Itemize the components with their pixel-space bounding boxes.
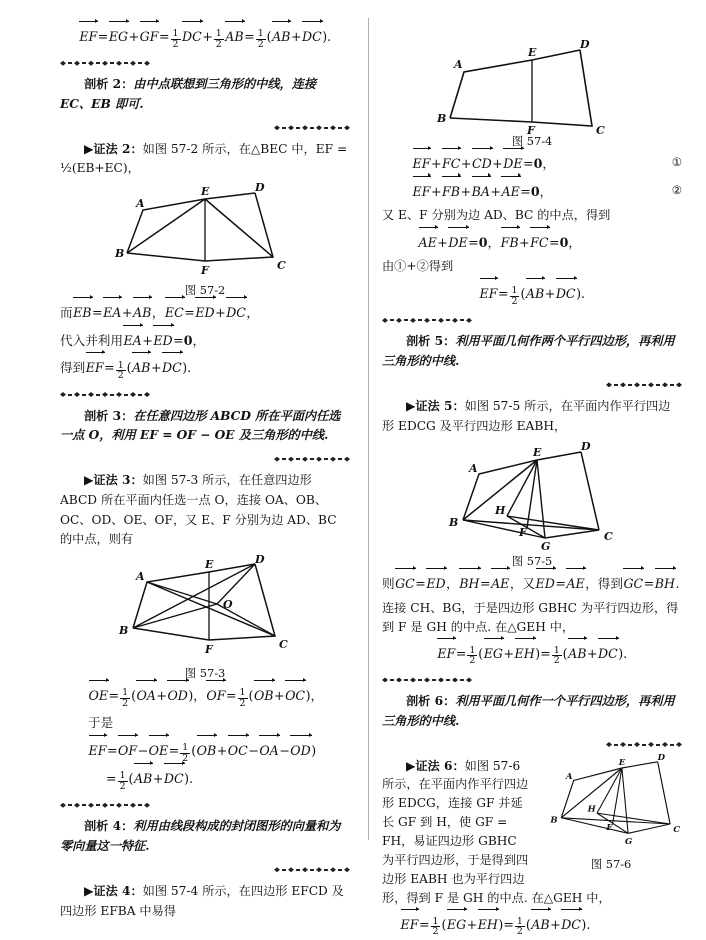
fig4-label-C: C — [596, 124, 605, 137]
ornament-separator-right — [60, 122, 350, 134]
after-fig5-line-2: 连接 CH、BG，于是四边形 GBHC 为平行四边形，得到 F 是 GH 的中点. 在△GEH 中， — [382, 600, 679, 634]
eq-6: EF= $\frac{1}{2}$ (EG+EH)= $\frac{1}{2}$ (AB+DC). — [400, 912, 682, 938]
eq-after-fig2-2: 代入并利用EA+ED=0， — [60, 328, 350, 354]
figure-57-5-caption: 图 57-5 — [511, 554, 553, 569]
fig6-label-F: F — [606, 822, 613, 833]
fig3-label-F: F — [205, 643, 213, 657]
figure-57-2-drawing — [105, 181, 305, 281]
fig3-label-B: B — [119, 624, 129, 638]
ornament-separator-4 — [382, 314, 682, 326]
eq-3-line-3: = $\frac{1}{2}$ (AB+DC). — [106, 766, 350, 792]
proof-6-text: 如图 57-6 所示，在平面内作平行四边形 EDCG，连接 GF 并延长 GF 到 H，使 GF = FH，易证四边形 GBHC 为平行四边形，于是得到四边形 EABH 也为平行四边形，得到 F 是 GH 的中点. 在△GEH 中， — [382, 758, 611, 905]
proof-3-label: ▶证法 3： — [84, 473, 143, 488]
ornament-separator-3 — [60, 799, 350, 811]
equation-top: EF=EG+GF= $\frac{1}{2}$ DC+ $\frac{1}{2}$ AB= $\frac{1}{2}$ (AB+DC). — [60, 24, 350, 50]
frac-den: 2 — [172, 38, 179, 50]
ornament-separator-right-2 — [60, 453, 350, 465]
analysis-3-label: 剖析 3： — [84, 408, 134, 423]
figure-57-3 — [60, 553, 350, 681]
ornament-separator — [60, 57, 350, 69]
left-column — [60, 0, 350, 925]
eq-4-text-2: 由①+②得到 — [382, 259, 454, 274]
fig3-label-A: A — [136, 570, 145, 584]
fig3-label-E: E — [205, 558, 214, 572]
proof-2 — [60, 140, 350, 180]
proof-3-text: 如图 57-3 所示，在任意四边形 ABCD 所在平面内任选一点 O，连接 OA、OB、OC、OD、OE、OF，又 E、F 分别为边 AD、BC 的中点，则有 — [60, 473, 337, 547]
fig2-label-B: B — [115, 247, 125, 261]
fig3-label-D: D — [255, 553, 265, 567]
eq-4-line-1: ① EF+FC+CD+DE=0， — [382, 151, 682, 177]
fig4-label-F: F — [527, 124, 535, 137]
analysis-5-text: 利用平面几何作两个平行四边形，再利用三角形的中线. — [382, 334, 675, 369]
eq-number-2: ② — [671, 182, 682, 197]
fig2-label-A: A — [136, 197, 145, 211]
eq-3-line-2: EF=OF−OE= $\frac{1}{2}$ (OB+OC−OA−OD) — [88, 738, 350, 764]
figure-57-2-caption: 图 57-2 — [184, 283, 226, 298]
figure-57-5 — [382, 442, 682, 569]
fig5-label-H: H — [495, 504, 506, 518]
ornament-separator-right-3 — [60, 864, 350, 876]
proof-4 — [60, 882, 350, 922]
figure-57-5-drawing — [427, 442, 637, 552]
right-column — [382, 0, 682, 940]
frac-num: 1 — [172, 28, 179, 40]
eq-4-line-4: EF= $\frac{1}{2}$ (AB+DC). — [382, 281, 682, 307]
analysis-3 — [60, 407, 350, 447]
eq-number-1: ① — [671, 155, 682, 169]
ornament-separator-right-5 — [382, 739, 682, 751]
figure-57-3-drawing — [105, 553, 305, 664]
proof-4-text: 如图 57-4 所示，在四边形 EFCD 及四边形 EFBA 中易得 — [60, 883, 344, 918]
fig4-label-D: D — [580, 38, 590, 51]
proof-2-label: ▶证法 2： — [84, 141, 143, 156]
fig2-label-F: F — [201, 264, 209, 278]
ornament-separator-2 — [60, 389, 350, 401]
fig6-label-H: H — [587, 804, 596, 815]
ornament-separator-5 — [382, 674, 682, 686]
fig3-label-O: O — [223, 598, 233, 612]
analysis-4-text: 利用由线段构成的封闭图形的向量和为零向量这一特征. — [60, 819, 341, 853]
figure-57-4 — [382, 22, 682, 149]
figure-57-6-caption: 图 57-6 — [590, 856, 632, 871]
eq-3-line-1: OE= $\frac{1}{2}$ (OA+OD)，OF= $\frac{1}{2}$ (OB+OC)， — [88, 683, 350, 709]
figure-57-6-drawing — [541, 751, 681, 855]
fig6-label-C: C — [673, 824, 681, 835]
ornament-separator-right-4 — [382, 379, 682, 391]
analysis-2-label: 剖析 2： — [84, 77, 134, 92]
proof-5-label: ▶证法 5： — [406, 398, 465, 413]
eq-4-line-2: ② EF+FB+BA+AE=0， — [382, 179, 682, 205]
proof-5 — [382, 397, 682, 437]
fig5-label-G: G — [541, 540, 551, 554]
fig6-label-D: D — [657, 752, 666, 763]
fig4-label-B: B — [437, 112, 447, 125]
proof-3 — [60, 471, 350, 550]
analysis-4 — [60, 817, 350, 857]
fig4-label-A: A — [454, 58, 463, 71]
proof-2-text: 如图 57-2 所示，在△BEC 中，EF = ½(EB+EC)， — [60, 141, 348, 176]
fig2-label-D: D — [255, 181, 265, 195]
fig6-label-A: A — [565, 771, 573, 782]
fig3-label-C: C — [279, 638, 288, 652]
analysis-3-text: 在任意四边形 ABCD 所在平面内任选一点 O，利用 EF = OF − OE 及三角形的中线. — [60, 408, 341, 443]
proof-6-label: ▶证法 6： — [406, 758, 465, 773]
fig6-label-G: G — [625, 836, 633, 847]
fig4-label-E: E — [528, 46, 537, 59]
analysis-6-label: 剖析 6： — [406, 693, 456, 708]
analysis-6-text: 利用平面几何作一个平行四边形，再利用三角形的中线. — [382, 693, 675, 728]
fig6-label-E: E — [618, 757, 626, 768]
analysis-5 — [382, 332, 682, 372]
figure-57-3-caption: 图 57-3 — [184, 666, 226, 681]
analysis-6 — [382, 692, 682, 732]
eq-after-fig2-3: 得到EF= $\frac{1}{2}$ (AB+DC). — [60, 355, 350, 381]
figure-57-6 — [540, 751, 682, 872]
fig5-label-E: E — [533, 446, 542, 460]
fig5-label-A: A — [469, 462, 478, 476]
column-divider — [368, 18, 369, 840]
eq-4-text-1: 又 E、F 分别为边 AD、BC 的中点，得到 — [382, 208, 611, 223]
analysis-5-label: 剖析 5： — [406, 334, 456, 349]
fig5-label-D: D — [581, 440, 591, 454]
fig6-label-B: B — [550, 814, 558, 825]
after-fig5-line-1: 则GC=ED，BH=AE，又ED=AE，得到GC=BH. — [382, 571, 682, 597]
proof-5-text: 如图 57-5 所示，在平面内作平行四边形 EDCG 及平行四边形 EABH， — [382, 398, 671, 433]
fig5-label-C: C — [604, 530, 613, 544]
proof-4-label: ▶证法 4： — [84, 883, 143, 898]
figure-57-4-drawing — [432, 22, 632, 137]
figure-57-2 — [60, 181, 350, 298]
eq-4-line-3: AE+DE=0，FB+FC=0， — [418, 230, 682, 256]
figure-57-4-caption: 图 57-4 — [511, 134, 553, 148]
fig2-label-C: C — [277, 259, 286, 273]
eq-3-then: 于是 — [88, 715, 114, 731]
fig2-label-E: E — [201, 185, 210, 199]
eq-5: EF= $\frac{1}{2}$ (EG+EH)= $\frac{1}{2}$ (AB+DC). — [382, 641, 682, 667]
fig5-label-B: B — [449, 516, 459, 530]
analysis-2-text: 由中点联想到三角形的中线，连接 EC、EB 即可. — [60, 77, 317, 111]
analysis-2 — [60, 75, 350, 115]
analysis-4-label: 剖析 4： — [84, 819, 134, 834]
eq-after-fig2-1: 而EB=EA+AB，EC=ED+DC， — [60, 300, 350, 326]
fig5-label-F: F — [519, 526, 527, 540]
